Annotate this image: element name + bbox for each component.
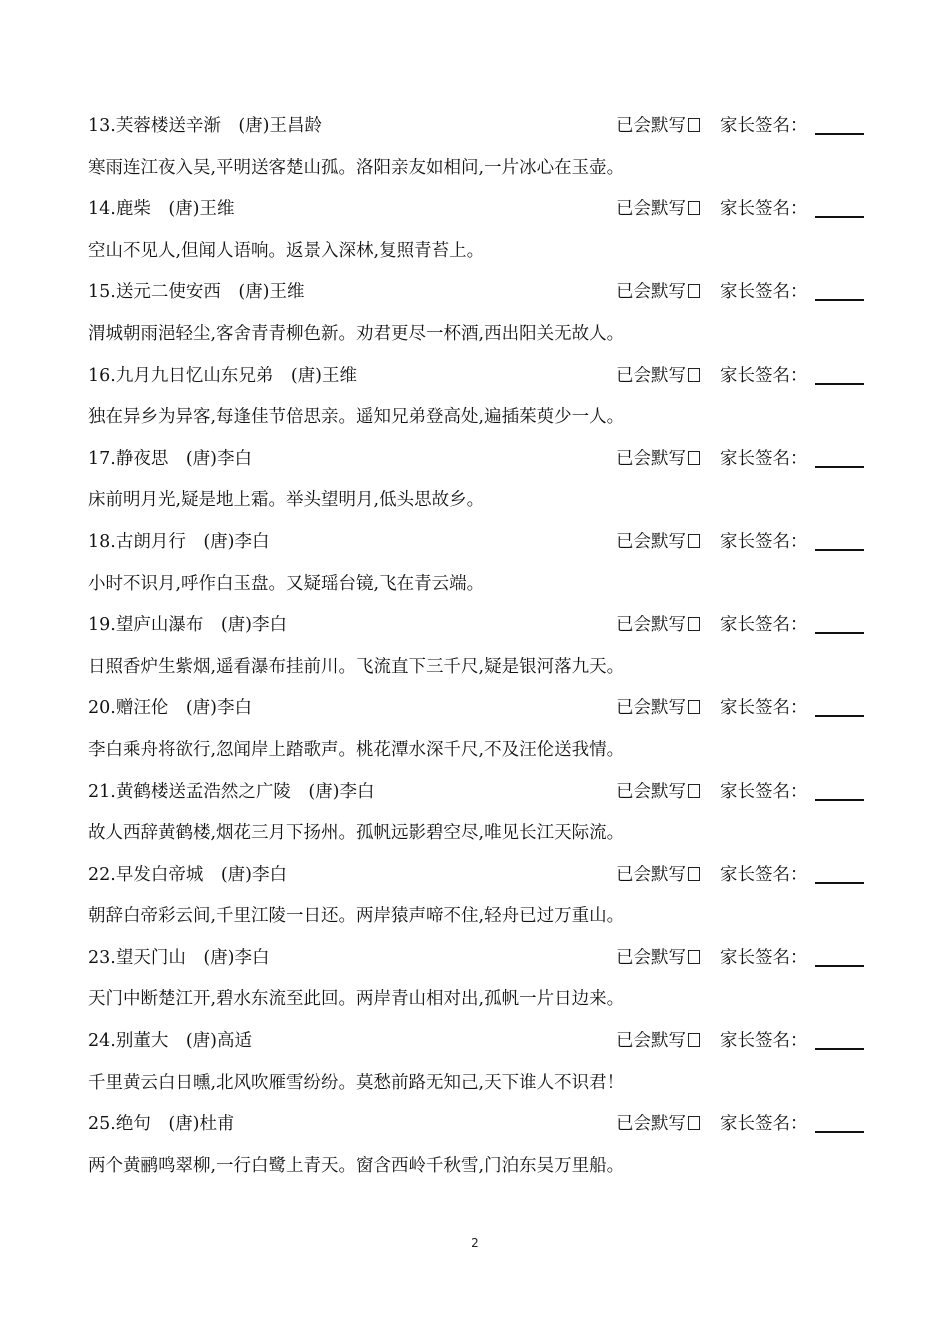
poem-header (88, 1026, 864, 1068)
memorized-checkbox[interactable] (688, 867, 700, 881)
memorized-label: 已会默写 (616, 199, 686, 220)
parent-signature-label: 家长签名： (720, 531, 808, 552)
memorized-status (616, 194, 700, 224)
memorized-status (616, 1026, 700, 1056)
poem-entry (88, 777, 864, 860)
poem-header (88, 1109, 864, 1151)
memorized-label: 已会默写 (616, 781, 686, 802)
poem-header (88, 111, 864, 153)
parent-signature-label: 家长签名： (720, 698, 808, 719)
poem-text: 故人西辞黄鹤楼,烟花三月下扬州。孤帆远影碧空尽,唯见长江天际流。 (88, 823, 625, 844)
poem-entry (88, 111, 864, 194)
poem-entry (88, 610, 864, 693)
poem-title: 24.别董大 (唐)高适 (88, 1031, 252, 1052)
signature-line[interactable] (815, 882, 864, 884)
memorized-checkbox[interactable] (688, 118, 700, 132)
memorized-checkbox[interactable] (688, 700, 700, 714)
memorized-label: 已会默写 (616, 365, 686, 386)
memorized-status (616, 860, 700, 890)
poem-list (88, 111, 864, 1192)
memorized-status (616, 361, 700, 391)
memorized-status (616, 1109, 700, 1139)
parent-signature-label: 家长签名： (720, 282, 808, 303)
poem-entry (88, 1109, 864, 1192)
poem-entry (88, 693, 864, 776)
memorized-checkbox[interactable] (688, 1033, 700, 1047)
poem-header (88, 444, 864, 486)
signature-line[interactable] (815, 133, 864, 135)
signature-line[interactable] (815, 466, 864, 468)
parent-signature-label: 家长签名： (720, 1031, 808, 1052)
memorized-status (616, 277, 700, 307)
poem-text: 空山不见人,但闻人语响。返景入深林,复照青苔上。 (88, 240, 485, 261)
poem-header (88, 610, 864, 652)
poem-text: 两个黄鹂鸣翠柳,一行白鹭上青天。窗含西岭千秋雪,门泊东吴万里船。 (88, 1155, 625, 1176)
parent-signature-label: 家长签名： (720, 781, 808, 802)
poem-title: 21.黄鹤楼送孟浩然之广陵 (唐)李白 (88, 781, 375, 802)
poem-header (88, 194, 864, 236)
poem-text: 千里黄云白日曛,北风吹雁雪纷纷。莫愁前路无知己,天下谁人不识君！ (88, 1072, 625, 1093)
memorized-label: 已会默写 (616, 116, 686, 136)
memorized-status (616, 610, 700, 640)
memorized-status (616, 444, 700, 474)
poem-text: 渭城朝雨浥轻尘,客舍青青柳色新。劝君更尽一杯酒,西出阳关无故人。 (88, 323, 625, 344)
poem-entry (88, 1026, 864, 1109)
signature-line[interactable] (815, 383, 864, 385)
poem-header (88, 277, 864, 319)
signature-line[interactable] (815, 632, 864, 634)
poem-title: 18.古朗月行 (唐)李白 (88, 531, 270, 552)
memorized-label: 已会默写 (616, 282, 686, 303)
poem-text: 李白乘舟将欲行,忽闻岸上踏歌声。桃花潭水深千尺,不及汪伦送我情。 (88, 739, 625, 760)
poem-title: 13.芙蓉楼送辛渐 (唐)王昌龄 (88, 116, 322, 136)
memorized-checkbox[interactable] (688, 784, 700, 798)
memorized-status (616, 111, 700, 141)
poem-entry (88, 361, 864, 444)
poem-header (88, 527, 864, 569)
memorized-checkbox[interactable] (688, 451, 700, 465)
memorized-checkbox[interactable] (688, 534, 700, 548)
signature-line[interactable] (815, 549, 864, 551)
poem-header (88, 777, 864, 819)
memorized-label: 已会默写 (616, 615, 686, 636)
memorized-checkbox[interactable] (688, 1116, 700, 1130)
poem-entry (88, 194, 864, 277)
poem-text: 独在异乡为异客,每逢佳节倍思亲。遥知兄弟登高处,遍插茱萸少一人。 (88, 407, 625, 428)
poem-entry (88, 527, 864, 610)
parent-signature-label: 家长签名： (720, 615, 808, 636)
poem-text: 小时不识月,呼作白玉盘。又疑瑶台镜,飞在青云端。 (88, 573, 485, 594)
poem-entry (88, 943, 864, 1026)
memorized-status (616, 527, 700, 557)
poem-header (88, 943, 864, 985)
signature-line[interactable] (815, 965, 864, 967)
poem-text: 天门中断楚江开,碧水东流至此回。两岸青山相对出,孤帆一片日边来。 (88, 989, 625, 1010)
signature-line[interactable] (815, 715, 864, 717)
parent-signature-label: 家长签名： (720, 864, 808, 885)
signature-line[interactable] (815, 1131, 864, 1133)
poem-text: 床前明月光,疑是地上霜。举头望明月,低头思故乡。 (88, 490, 485, 511)
parent-signature-label: 家长签名： (720, 365, 808, 386)
parent-signature-label: 家长签名： (720, 199, 808, 220)
poem-header (88, 860, 864, 902)
poem-header (88, 361, 864, 403)
memorized-checkbox[interactable] (688, 201, 700, 215)
poem-text: 日照香炉生紫烟,遥看瀑布挂前川。飞流直下三千尺,疑是银河落九天。 (88, 656, 625, 677)
poem-title: 16.九月九日忆山东兄弟 (唐)王维 (88, 365, 357, 386)
memorized-checkbox[interactable] (688, 617, 700, 631)
memorized-label: 已会默写 (616, 1031, 686, 1052)
page-number: 2 (471, 1236, 479, 1250)
poem-header (88, 693, 864, 735)
memorized-label: 已会默写 (616, 698, 686, 719)
poem-entry (88, 444, 864, 527)
memorized-checkbox[interactable] (688, 284, 700, 298)
poem-entry (88, 277, 864, 360)
poem-title: 23.望天门山 (唐)李白 (88, 947, 270, 968)
signature-line[interactable] (815, 216, 864, 218)
memorized-label: 已会默写 (616, 947, 686, 968)
signature-line[interactable] (815, 799, 864, 801)
parent-signature-label: 家长签名： (720, 1114, 808, 1135)
poem-title: 15.送元二使安西 (唐)王维 (88, 282, 305, 303)
poem-title: 25.绝句 (唐)杜甫 (88, 1114, 235, 1135)
poem-text: 寒雨连江夜入吴,平明送客楚山孤。洛阳亲友如相问,一片冰心在玉壶。 (88, 157, 625, 178)
signature-line[interactable] (815, 1048, 864, 1050)
memorized-label: 已会默写 (616, 448, 686, 469)
memorized-checkbox[interactable] (688, 368, 700, 382)
poem-title: 17.静夜思 (唐)李白 (88, 448, 252, 469)
signature-line[interactable] (815, 299, 864, 301)
poem-title: 22.早发白帝城 (唐)李白 (88, 864, 287, 885)
memorized-status (616, 693, 700, 723)
memorized-label: 已会默写 (616, 1114, 686, 1135)
poem-entry (88, 860, 864, 943)
memorized-status (616, 943, 700, 973)
memorized-status (616, 777, 700, 807)
parent-signature-label: 家长签名： (720, 947, 808, 968)
parent-signature-label: 家长签名： (720, 448, 808, 469)
memorized-label: 已会默写 (616, 531, 686, 552)
poem-title: 19.望庐山瀑布 (唐)李白 (88, 615, 287, 636)
memorized-label: 已会默写 (616, 864, 686, 885)
parent-signature-label: 家长签名： (720, 116, 808, 136)
poem-title: 14.鹿柴 (唐)王维 (88, 199, 235, 220)
poem-title: 20.赠汪伦 (唐)李白 (88, 698, 252, 719)
memorized-checkbox[interactable] (688, 950, 700, 964)
poem-text: 朝辞白帝彩云间,千里江陵一日还。两岸猿声啼不住,轻舟已过万重山。 (88, 906, 625, 927)
